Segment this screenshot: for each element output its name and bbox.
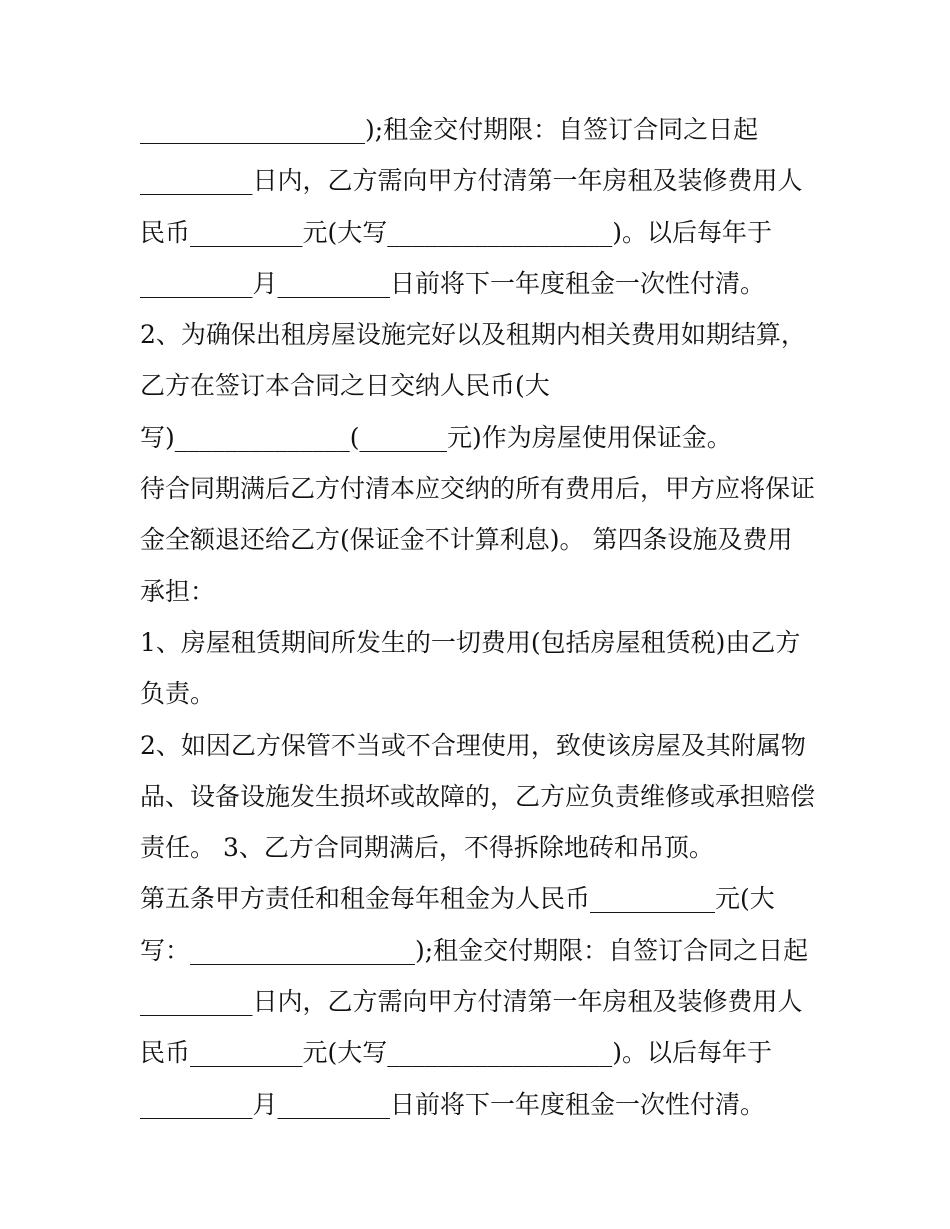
- text-line: 乙方在签订本合同之日交纳人民币(大: [140, 371, 550, 401]
- text-line: 2、为确保出租房屋设施完好以及租期内相关费用如期结算，: [140, 320, 806, 350]
- text-line: 金全额退还给乙方(保证金不计算利息)。 第四条设施及费用: [140, 525, 793, 555]
- text-line: _________日内，乙方需向甲方付清第一年房租及装修费用人: [140, 166, 803, 196]
- text-line: 承担：: [140, 576, 216, 606]
- text-line: 品、设备设施发生损坏或故障的，乙方应负责维修或承担赔偿: [140, 781, 816, 811]
- text-line: 1、房屋租赁期间所发生的一切费用(包括房屋租赁税)由乙方: [140, 627, 801, 657]
- text-line: 待合同期满后乙方付清本应交纳的所有费用后，甲方应将保证: [140, 474, 816, 504]
- text-line: 负责。: [140, 679, 216, 709]
- text-line: 写)______________(_______元)作为房屋使用保证金。: [140, 422, 732, 452]
- text-line: __________________);租金交付期限：自签订合同之日起: [140, 115, 759, 144]
- contract-text: [140, 104, 830, 1130]
- text-line: 民币_________元(大写__________________)。以后每年于: [140, 217, 773, 247]
- text-line: 民币_________元(大写__________________)。以后每年于: [140, 1038, 773, 1068]
- text-line: 2、如因乙方保管不当或不合理使用，致使该房屋及其附属物: [140, 730, 806, 760]
- text-line: 写：__________________);租金交付期限：自签订合同之日起: [140, 935, 809, 965]
- text-line: 责任。 3、乙方合同期满后，不得拆除地砖和吊顶。: [140, 833, 714, 863]
- text-line: _________月_________日前将下一年度租金一次性付清。: [140, 268, 766, 298]
- text-line: 第五条甲方责任和租金每年租金为人民币__________元(大: [140, 884, 775, 914]
- text-line: _________月_________日前将下一年度租金一次性付清。: [140, 1089, 766, 1119]
- text-line: _________日内，乙方需向甲方付清第一年房租及装修费用人: [140, 987, 803, 1017]
